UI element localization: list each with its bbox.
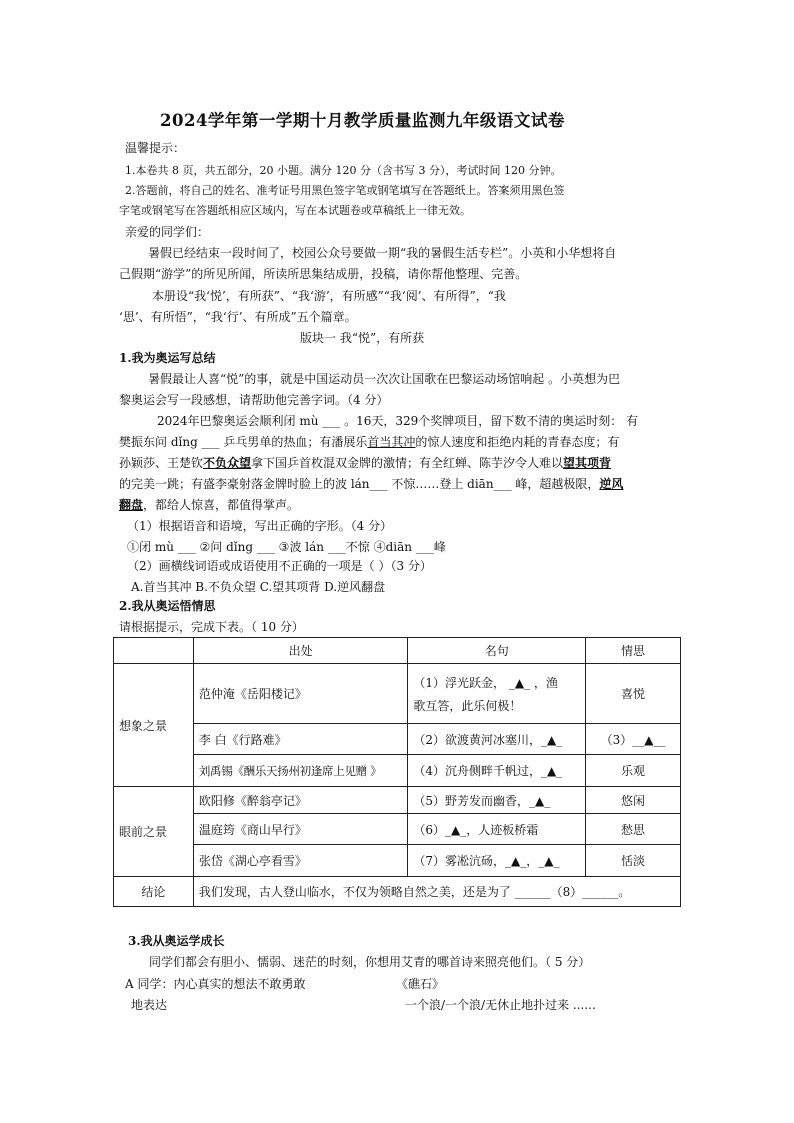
underlined-phrase-a: 首当其冲 xyxy=(367,435,416,449)
notice-item-2-line2: 字笔或钢笔写在答题纸相应区域内，写在本试题卷或草稿纸上一律无效。 xyxy=(119,204,471,217)
q3-student-a-cont: 地表达 xyxy=(131,998,168,1012)
poem-line: 一个浪/一个浪/无休止地扑过来 ...... xyxy=(405,998,596,1012)
q1-passage-line1: 2024年巴黎奥运会顺利闭 mù ___ 。16天，329个奖牌项目，留下数不清的奥运时刻： 有 xyxy=(157,414,639,428)
intro-p1-line2: 己假期“游学”的所见所闻，所读所思集结成册，投稿，请你帮他整理、完善。 xyxy=(119,267,528,281)
header-emotion: 情思 xyxy=(586,638,681,664)
q1-passage-line2: 樊振东问 dǐng ___ 乒乓男单的热血；有潘展乐首当其冲的惊人速度和拒绝内耗的青春态度；有 xyxy=(119,435,620,449)
q1-p1-line1: 暑假最让人喜“悦”的事，就是中国运动员一次次让国歌在巴黎运动场馆响起 。小英想为巴 xyxy=(148,372,621,386)
underlined-phrase-d-part1: 逆风 xyxy=(599,477,624,491)
conclusion-text: 我们发现，古人登山临水，不仅为领略自然之美，还是为了 ______（8）______。 xyxy=(193,877,680,907)
notice-heading: 温馨提示： xyxy=(125,141,186,155)
q1-sub2-options: A.首当其冲 B.不负众望 C.望其项背 D.逆风翻盘 xyxy=(131,580,386,594)
greeting: 亲爱的同学们： xyxy=(125,225,210,239)
section-title: 版块一 我“悦”，有所获 xyxy=(300,331,425,345)
intro-p1-line1: 暑假已经结束一段时间了，校园公众号要做一期“我的暑假生活专栏”。小英和小华想将自 xyxy=(148,246,617,260)
notice-item-1: 1.本卷共 8 页，共五部分，20 小题。满分 120 分（含书写 3 分），考试时间 120 分钟。 xyxy=(125,164,562,177)
table-header-row xyxy=(114,638,681,664)
q1-p1-line2: 黎奥运会写一段感想，请帮助他完善字词。（4 分） xyxy=(119,393,389,407)
header-quote: 名句 xyxy=(408,638,586,664)
notice-item-2-line1: 2.答题前，将自己的姓名、准考证号用黑色签字笔或钢笔填写在答题纸上。答案须用黑色签 xyxy=(125,184,565,197)
underlined-phrase-c: 望其项背 xyxy=(563,456,612,470)
page-title: 2024学年第一学期十月教学质量监测九年级语文试卷 xyxy=(160,111,565,130)
conclusion-row xyxy=(114,877,681,907)
q1-heading: 1.我为奥运写总结 xyxy=(119,351,216,365)
q3-heading: 3.我从奥运学成长 xyxy=(128,934,225,948)
table-row: 眼前之景 欧阳修《醉翁亭记》 （5）野芳发而幽香，_▲_ 悠闲 xyxy=(114,787,681,814)
table-row: 张岱《湖心亭看雪》 （7）雾凇沆砀，_▲_，_▲_ 恬淡 xyxy=(114,845,681,877)
underlined-phrase-d-part2: 翻盘 xyxy=(119,498,144,512)
q1-passage-line5: 翻盘，都给人惊喜，都值得掌声。 xyxy=(119,498,300,512)
q3-prompt: 同学们都会有胆小、懦弱、迷茫的时刻，你想用艾青的哪首诗来照亮他们。（ 5 分） xyxy=(149,955,591,969)
q1-sub2: （2）画横线词语或成语使用不正确的一项是（ ）（3 分） xyxy=(127,559,432,573)
table-row: 刘禹锡《酬乐天扬州初逢席上见赠 》 （4）沉舟侧畔千帆过，_▲_ 乐观 xyxy=(114,755,681,787)
header-source: 出处 xyxy=(193,638,408,664)
underlined-phrase-b: 不负众望 xyxy=(203,456,252,470)
q2-instruction: 请根据提示，完成下表。（ 10 分） xyxy=(119,620,304,634)
q1-sub1: （1）根据语音和语境，写出正确的字形。（4 分） xyxy=(127,519,393,533)
category-imagined: 想象之景 xyxy=(114,664,194,787)
table-row: 温庭筠《商山早行》 （6）_▲_，人迹板桥霜 愁思 xyxy=(114,814,681,845)
poem-title: 《礁石》 xyxy=(396,977,445,991)
q3-student-a: A 同学：内心真实的想法不敢勇敢 xyxy=(125,977,306,991)
q1-sub1-blanks: ①闭 mù ___ ②问 dǐng ___ ③波 lán ___不惊 ④diān ___峰 xyxy=(127,540,446,554)
table-row: 想象之景 范仲淹《岳阳楼记》 （1）浮光跃金， _▲_ ，渔 歌互答，此乐何极！ 喜悦 xyxy=(114,664,681,724)
conclusion-label: 结论 xyxy=(114,877,194,907)
poetry-table xyxy=(113,637,681,907)
table-row: 李 白《行路难》 （2）欲渡黄河冰塞川，_▲_ （3）__▲__ xyxy=(114,724,681,755)
q1-passage-line3: 孙颖莎、王楚钦不负众望拿下国乒首枚混双金牌的激情；有全红蝉、陈芋汐令人难以望其项背 xyxy=(119,456,612,470)
category-present: 眼前之景 xyxy=(114,787,194,877)
q2-heading: 2.我从奥运悟情思 xyxy=(119,599,216,613)
q1-passage-line4: 的完美一跳；有盛李豪射落金牌时脸上的波 lán___ 不惊……登上 diān___ 峰，超越极限，逆风 xyxy=(119,477,624,491)
intro-p2-line1: 本册设“我‘悦’，有所获”、“我‘游’，有所感”“我‘阅’、有所得”，“我 xyxy=(152,289,506,303)
intro-p2-line2: ‘思’、有所悟”，“我‘行’、有所成”五个篇章。 xyxy=(119,310,357,324)
